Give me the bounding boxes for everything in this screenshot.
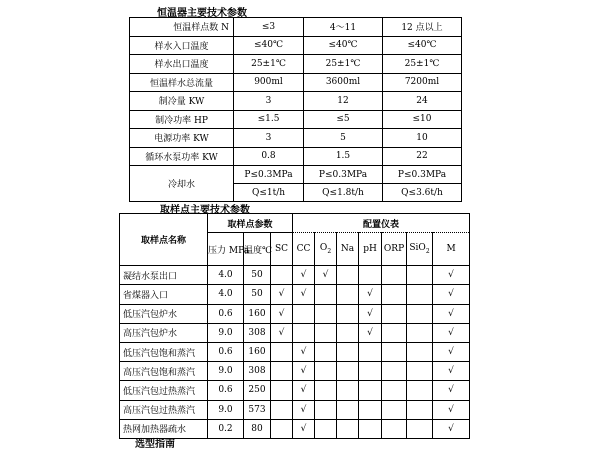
sub-header-col: M — [433, 233, 470, 266]
instrument-check: √ — [293, 266, 315, 285]
cell-value: 0.8 — [234, 147, 304, 166]
instrument-check — [337, 266, 359, 285]
pressure-value: 9.0 — [208, 323, 244, 342]
instrument-check: √ — [433, 419, 470, 438]
sub-header-col: CC — [293, 233, 315, 266]
cell-value: 900ml — [234, 73, 304, 92]
sub-header-col: $O_2$ — [315, 233, 337, 266]
pressure-value: 0.6 — [208, 342, 244, 361]
instrument-check: √ — [293, 285, 315, 304]
table2-row — [120, 266, 470, 285]
sub-header-col: Na — [337, 233, 359, 266]
cooling-flow: Q≤1.8t/h — [304, 184, 383, 202]
row-label: 制冷功率 HP — [130, 110, 234, 129]
temperature-value: 308 — [244, 362, 271, 381]
pressure-value: 0.6 — [208, 381, 244, 400]
table1-row — [130, 73, 462, 92]
cell-value: 5 — [304, 129, 383, 148]
sampling-point-spec-table — [119, 213, 470, 439]
row-label: 循环水泵功率 KW — [130, 147, 234, 166]
cell-value: 3 — [234, 129, 304, 148]
instrument-check — [382, 362, 407, 381]
instrument-check — [337, 342, 359, 361]
instrument-check: √ — [315, 266, 337, 285]
instrument-check — [407, 285, 433, 304]
instrument-check — [382, 266, 407, 285]
instrument-check: √ — [359, 304, 382, 323]
sampling-point-name: 高压汽包过热蒸汽 — [120, 400, 208, 419]
temperature-value: 160 — [244, 342, 271, 361]
temperature-value: 50 — [244, 266, 271, 285]
instrument-check: √ — [293, 342, 315, 361]
table2-row — [120, 342, 470, 361]
pressure-value: 0.2 — [208, 419, 244, 438]
instrument-check: √ — [271, 323, 293, 342]
instrument-check — [407, 419, 433, 438]
instrument-check — [271, 381, 293, 400]
instrument-check: √ — [433, 266, 470, 285]
instrument-check: √ — [433, 285, 470, 304]
cooling-water-label: 冷却水 — [130, 166, 234, 202]
instrument-check — [337, 362, 359, 381]
instrument-check — [407, 323, 433, 342]
instrument-check — [407, 381, 433, 400]
sub-header-col: pH — [359, 233, 382, 266]
instrument-check — [382, 381, 407, 400]
sampling-point-name: 凝结水泵出口 — [120, 266, 208, 285]
sub-header-col: 温度℃ — [244, 233, 271, 266]
row-label: 恒温样点数 N — [130, 18, 234, 37]
row-label: 制冷量 KW — [130, 92, 234, 111]
cooling-flow: Q≤1t/h — [234, 184, 304, 202]
instrument-check — [382, 304, 407, 323]
instrument-check: √ — [359, 285, 382, 304]
temperature-value: 50 — [244, 285, 271, 304]
cell-value: ≤1.5 — [234, 110, 304, 129]
instrument-check — [315, 419, 337, 438]
cooling-pressure: P≤0.3MPa — [304, 166, 383, 184]
temperature-value: 160 — [244, 304, 271, 323]
cell-value: ≤40℃ — [234, 36, 304, 55]
instrument-check — [271, 266, 293, 285]
cell-value: 12 点以上 — [383, 18, 462, 37]
sampling-point-name: 高压汽包饱和蒸汽 — [120, 362, 208, 381]
instrument-check: √ — [433, 323, 470, 342]
table1-row-cooling-pressure — [130, 166, 462, 184]
instrument-check — [315, 362, 337, 381]
cooling-flow: Q≤3.6t/h — [383, 184, 462, 202]
instrument-check — [315, 285, 337, 304]
table2-title: 取样点主要技术参数 — [160, 205, 250, 216]
temperature-value: 573 — [244, 400, 271, 419]
sampling-point-name: 省煤器入口 — [120, 285, 208, 304]
sampling-point-name: 低压汽包饱和蒸汽 — [120, 342, 208, 361]
instrument-check: √ — [433, 362, 470, 381]
sub-header-col: SiO$_2$ — [407, 233, 433, 266]
cell-value: ≤40℃ — [304, 36, 383, 55]
table1-title: 恒温器主要技术参数 — [157, 8, 247, 19]
pressure-value: 9.0 — [208, 362, 244, 381]
table2-row — [120, 285, 470, 304]
cell-value: 25±1℃ — [234, 55, 304, 74]
cell-value: 7200ml — [383, 73, 462, 92]
instrument-check — [337, 381, 359, 400]
instrument-check — [271, 400, 293, 419]
instrument-check — [382, 342, 407, 361]
sub-header-col: SC — [271, 233, 293, 266]
instrument-check — [315, 304, 337, 323]
instrument-check: √ — [359, 323, 382, 342]
cell-value: 1.5 — [304, 147, 383, 166]
col-header-instruments: 配置仪表 — [293, 214, 470, 233]
instrument-check — [293, 323, 315, 342]
row-label: 电源功率 KW — [130, 129, 234, 148]
table1-row — [130, 110, 462, 129]
cell-value: ≤40℃ — [383, 36, 462, 55]
cell-value: 3 — [234, 92, 304, 111]
sampling-point-name: 热网加热器疏水 — [120, 419, 208, 438]
instrument-check — [407, 266, 433, 285]
table2-row — [120, 400, 470, 419]
instrument-check — [359, 342, 382, 361]
cell-value: 10 — [383, 129, 462, 148]
cell-value: 3600ml — [304, 73, 383, 92]
instrument-check — [382, 323, 407, 342]
cell-value: 12 — [304, 92, 383, 111]
thermostat-spec-table — [129, 17, 462, 202]
instrument-check — [337, 285, 359, 304]
pressure-value: 4.0 — [208, 266, 244, 285]
table1-row — [130, 55, 462, 74]
table2-row — [120, 362, 470, 381]
instrument-check — [271, 362, 293, 381]
cell-value: 25±1℃ — [383, 55, 462, 74]
sampling-point-name: 高压汽包炉水 — [120, 323, 208, 342]
instrument-check — [359, 266, 382, 285]
table1-row — [130, 36, 462, 55]
temperature-value: 80 — [244, 419, 271, 438]
temperature-value: 250 — [244, 381, 271, 400]
sub-header-col: ORP — [382, 233, 407, 266]
col-header-params: 取样点参数 — [208, 214, 293, 233]
instrument-check: √ — [433, 400, 470, 419]
table1-row — [130, 129, 462, 148]
instrument-check — [315, 400, 337, 419]
row-label: 样水入口温度 — [130, 36, 234, 55]
cooling-pressure: P≤0.3MPa — [383, 166, 462, 184]
row-label: 样水出口温度 — [130, 55, 234, 74]
instrument-check: √ — [293, 381, 315, 400]
instrument-check: √ — [293, 400, 315, 419]
cell-value: 22 — [383, 147, 462, 166]
cell-value: 24 — [383, 92, 462, 111]
instrument-check: √ — [433, 304, 470, 323]
row-label: 恒温样水总流量 — [130, 73, 234, 92]
instrument-check — [382, 400, 407, 419]
sampling-point-name: 低压汽包炉水 — [120, 304, 208, 323]
table1-row — [130, 92, 462, 111]
instrument-check — [315, 381, 337, 400]
sampling-point-name: 低压汽包过热蒸汽 — [120, 381, 208, 400]
instrument-check — [359, 381, 382, 400]
sub-header-col: 压力 MPa — [208, 233, 244, 266]
instrument-check — [293, 304, 315, 323]
table1-row — [130, 147, 462, 166]
cell-value: ≤3 — [234, 18, 304, 37]
instrument-check — [337, 304, 359, 323]
instrument-check — [359, 400, 382, 419]
col-header-name: 取样点名称 — [120, 214, 208, 266]
cell-value: 25±1℃ — [304, 55, 383, 74]
instrument-check — [337, 419, 359, 438]
instrument-check — [407, 362, 433, 381]
cell-value: ≤5 — [304, 110, 383, 129]
pressure-value: 4.0 — [208, 285, 244, 304]
pressure-value: 0.6 — [208, 304, 244, 323]
table2-row — [120, 323, 470, 342]
instrument-check — [315, 323, 337, 342]
footer-title: 选型指南 — [135, 439, 175, 450]
instrument-check — [359, 362, 382, 381]
instrument-check — [407, 304, 433, 323]
instrument-check: √ — [433, 342, 470, 361]
instrument-check — [382, 285, 407, 304]
instrument-check: √ — [433, 381, 470, 400]
instrument-check: √ — [271, 304, 293, 323]
table2-row — [120, 381, 470, 400]
instrument-check — [337, 400, 359, 419]
instrument-check — [359, 419, 382, 438]
instrument-check — [407, 342, 433, 361]
temperature-value: 308 — [244, 323, 271, 342]
instrument-check — [382, 419, 407, 438]
instrument-check — [271, 419, 293, 438]
instrument-check: √ — [293, 419, 315, 438]
instrument-check: √ — [271, 285, 293, 304]
instrument-check: √ — [293, 362, 315, 381]
instrument-check — [315, 342, 337, 361]
instrument-check — [407, 400, 433, 419]
table1-row — [130, 18, 462, 37]
pressure-value: 9.0 — [208, 400, 244, 419]
table2-row — [120, 304, 470, 323]
instrument-check — [271, 342, 293, 361]
cooling-pressure: P≤0.3MPa — [234, 166, 304, 184]
cell-value: 4～11 — [304, 18, 383, 37]
cell-value: ≤10 — [383, 110, 462, 129]
instrument-check — [337, 323, 359, 342]
